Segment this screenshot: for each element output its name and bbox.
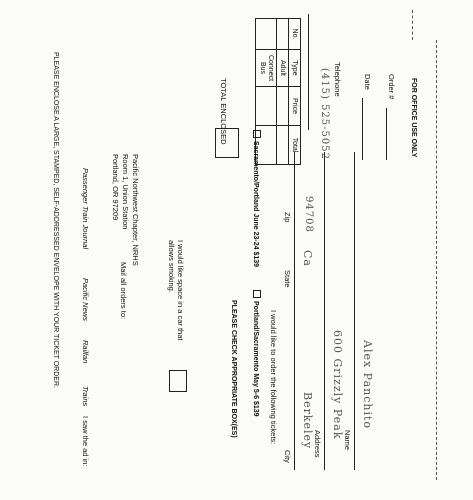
ticket-table bbox=[255, 18, 301, 165]
mail-line-1: Pacific Northwest Chapter, NRHS bbox=[131, 154, 140, 266]
ad-option-railfan[interactable]: Railfan bbox=[81, 340, 90, 364]
ad-option-pacific-news[interactable]: Pacific News bbox=[81, 278, 90, 321]
order-number-label: Order # bbox=[387, 74, 396, 100]
address-value[interactable]: 600 Grizzly Peak bbox=[331, 330, 344, 440]
city-value[interactable]: Berkeley bbox=[301, 392, 314, 450]
telephone-line bbox=[308, 14, 309, 130]
qty-cell[interactable] bbox=[255, 19, 276, 50]
smoking-text: I would like space in a car that allows smoking. bbox=[167, 240, 185, 341]
check-box-note: PLEASE CHECK APPROPRIATE BOX(ES) bbox=[230, 300, 237, 438]
name-value[interactable]: Alex Panchito bbox=[361, 340, 374, 430]
type-cell: Connect Bus bbox=[255, 50, 276, 87]
name-label: Name bbox=[343, 430, 352, 451]
mail-label: Mail all orders to: bbox=[119, 262, 128, 320]
state-value[interactable]: Ca bbox=[301, 250, 314, 267]
cut-line-top bbox=[436, 40, 437, 480]
state-label: State bbox=[283, 270, 292, 288]
address-line bbox=[324, 152, 325, 470]
total-enclosed-box[interactable] bbox=[215, 128, 239, 158]
price-cell[interactable] bbox=[255, 87, 276, 126]
option-label: Portland/Sacramento May 5-6 $139 bbox=[252, 301, 259, 417]
col-header: Type bbox=[289, 50, 301, 87]
smoking-checkbox[interactable] bbox=[169, 370, 187, 392]
envelope-note: PLEASE ENCLOSE A LARGE, STAMPED, SELF-ADDRESSED ENVELOPE WITH YOUR TICKET ORDER. bbox=[52, 52, 59, 388]
option-label: Sacramento/Portland June 23-24 $139 bbox=[252, 141, 259, 268]
telephone-value[interactable]: (415) 525-5052 bbox=[319, 68, 330, 160]
ad-option-passenger-train-journal[interactable]: Passenger Train Journal bbox=[81, 168, 90, 250]
col-header: Price bbox=[289, 87, 301, 126]
zip-label: Zip bbox=[283, 212, 292, 223]
col-header: Total bbox=[289, 126, 301, 165]
mail-line-2: Room 1, Union Station bbox=[121, 154, 130, 230]
total-enclosed-label: TOTAL ENCLOSED bbox=[219, 78, 228, 145]
order-number-line bbox=[386, 108, 387, 160]
option-sacramento-portland[interactable] bbox=[252, 130, 261, 267]
name-line bbox=[354, 152, 355, 470]
type-cell: Adult bbox=[277, 50, 289, 87]
checkbox[interactable] bbox=[253, 290, 261, 298]
city-line bbox=[294, 152, 295, 470]
ad-intro: I saw the ad in: bbox=[81, 416, 90, 467]
city-label: City bbox=[283, 450, 292, 463]
order-intro: I would like to order the following tickets: bbox=[269, 310, 278, 445]
option-portland-sacramento[interactable] bbox=[252, 290, 261, 417]
zip-value[interactable]: 94708 bbox=[303, 196, 314, 233]
total-cell[interactable] bbox=[277, 126, 289, 165]
telephone-label: Telephone bbox=[333, 62, 342, 97]
office-use-heading: FOR OFFICE USE ONLY bbox=[410, 78, 417, 158]
checkbox[interactable] bbox=[253, 130, 261, 138]
cut-line-left bbox=[412, 10, 413, 40]
qty-cell[interactable] bbox=[277, 19, 289, 50]
mail-line-3: Portland, OR 97209 bbox=[111, 154, 120, 221]
address-label: Address bbox=[313, 430, 322, 458]
date-label: Date bbox=[363, 74, 372, 90]
col-header: No. bbox=[289, 19, 301, 50]
ad-option-trains[interactable]: Trains bbox=[81, 386, 90, 407]
date-line bbox=[362, 98, 363, 160]
price-cell[interactable] bbox=[277, 87, 289, 126]
